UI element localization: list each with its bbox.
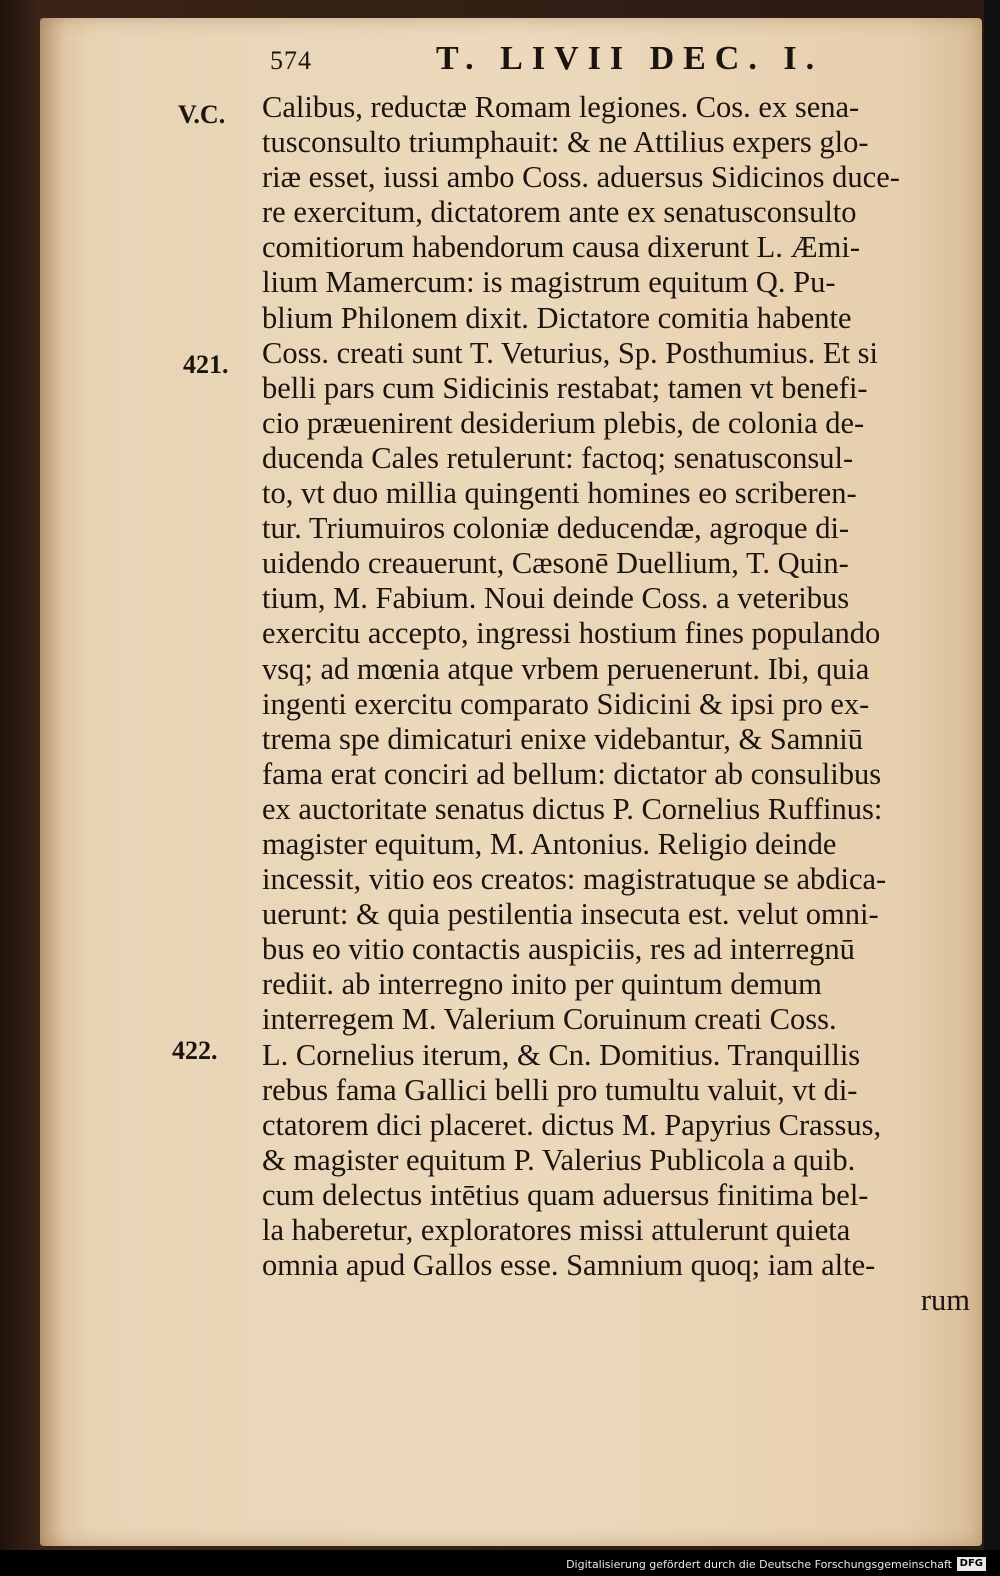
running-title: T. LIVII DEC. I. [436,40,824,77]
text-line: bus eo vitio contactis auspiciis, res ad interregnū [262,932,855,967]
margin-note-year-422: 422. [172,1036,218,1065]
text-line: rediit. ab interregno inito per quintum demum [262,967,822,1002]
text-line: ex auctoritate senatus dictus P. Cornelius Ruffinus: [262,791,883,826]
text-line: & magister equitum P. Valerius Publicola a quib. [262,1142,856,1177]
text-line: fama erat conciri ad bellum: dictator ab consulibus [262,756,882,791]
page-gutter-shadow [40,18,66,1546]
scan-right-edge [984,0,1000,1576]
text-line: uerunt: & quia pestilentia insecuta est. velut omni- [262,897,879,932]
text-line: cum delectus intētius quam aduersus finitima bel- [262,1177,869,1212]
text-line: rebus fama Gallici belli pro tumultu valuit, vt di- [262,1072,858,1107]
text-line: belli pars cum Sidicinis restabat; tamen vt benefi- [262,370,868,405]
text-line: blium Philonem dixit. Dictatore comitia habente [262,300,852,335]
footer-bar [0,1550,1000,1576]
text-line: tusconsulto triumphauit: & ne Attilius expers glo- [262,125,869,160]
running-header [270,40,850,86]
text-line: riæ esset, iussi ambo Coss. aduersus Sidicinos duce- [262,160,900,195]
text-line: L. Cornelius iterum, & Cn. Domitius. Tranquillis [262,1037,861,1072]
text-line: interregem M. Valerium Coruinum creati Coss. [262,1002,837,1037]
text-line: tium, M. Fabium. Noui deinde Coss. a veteribus [262,581,850,616]
text-line: incessit, vitio eos creatos: magistratuque se abdica- [262,862,887,897]
text-line: rum [920,1283,970,1318]
text-line: vsq; ad mœnia atque vrbem peruenerunt. Ibi, quia [262,651,870,686]
text-line: ctatorem dici placeret. dictus M. Papyrius Crassus, [262,1107,882,1142]
text-line: ducenda Cales retulerunt: factoq; senatusconsul- [262,440,854,475]
text-line: Calibus, reductæ Romam legiones. Cos. ex sena- [262,90,860,124]
text-line: comitiorum habendorum causa dixerunt L. Æmi- [262,230,860,265]
text-line: omnia apud Gallos esse. Samnium quoq; iam alte- [262,1248,876,1283]
text-line: ingenti exercitu comparato Sidicini & ipsi pro ex- [262,686,870,721]
text-line: uidendo creauerunt, Cæsonē Duellium, T. Quin- [262,546,849,581]
text-line: Coss. creati sunt T. Veturius, Sp. Posthumius. Et si [262,335,878,370]
text-line: trema spe dimicaturi enixe videbantur, & Samniū [262,721,863,756]
text-line: to, vt duo millia quingenti homines eo scriberen- [262,476,857,511]
page-number: 574 [270,46,312,75]
text-line: la haberetur, exploratores missi attulerunt quieta [262,1213,851,1247]
margin-note-vc: V.C. [178,100,226,129]
text-line: magister equitum, M. Antonius. Religio deinde [262,826,837,861]
text-line: lium Mamercum: is magistrum equitum Q. Pu- [262,265,836,300]
text-line: exercitu accepto, ingressi hostium fines populando [262,616,881,651]
body-text [262,90,982,1318]
digitization-credit: Digitalisierung gefördert durch die Deutsche Forschungsgemeinschaft [566,1558,952,1571]
dfg-logo: DFG [957,1557,986,1571]
margin-note-year-421: 421. [183,350,229,379]
text-line: re exercitum, dictatorem ante ex senatusconsulto [262,195,857,230]
text-line: cio præuenirent desiderium plebis, de colonia de- [262,405,865,440]
text-line: tur. Triumuiros coloniæ deducendæ, agroque di- [262,511,850,546]
